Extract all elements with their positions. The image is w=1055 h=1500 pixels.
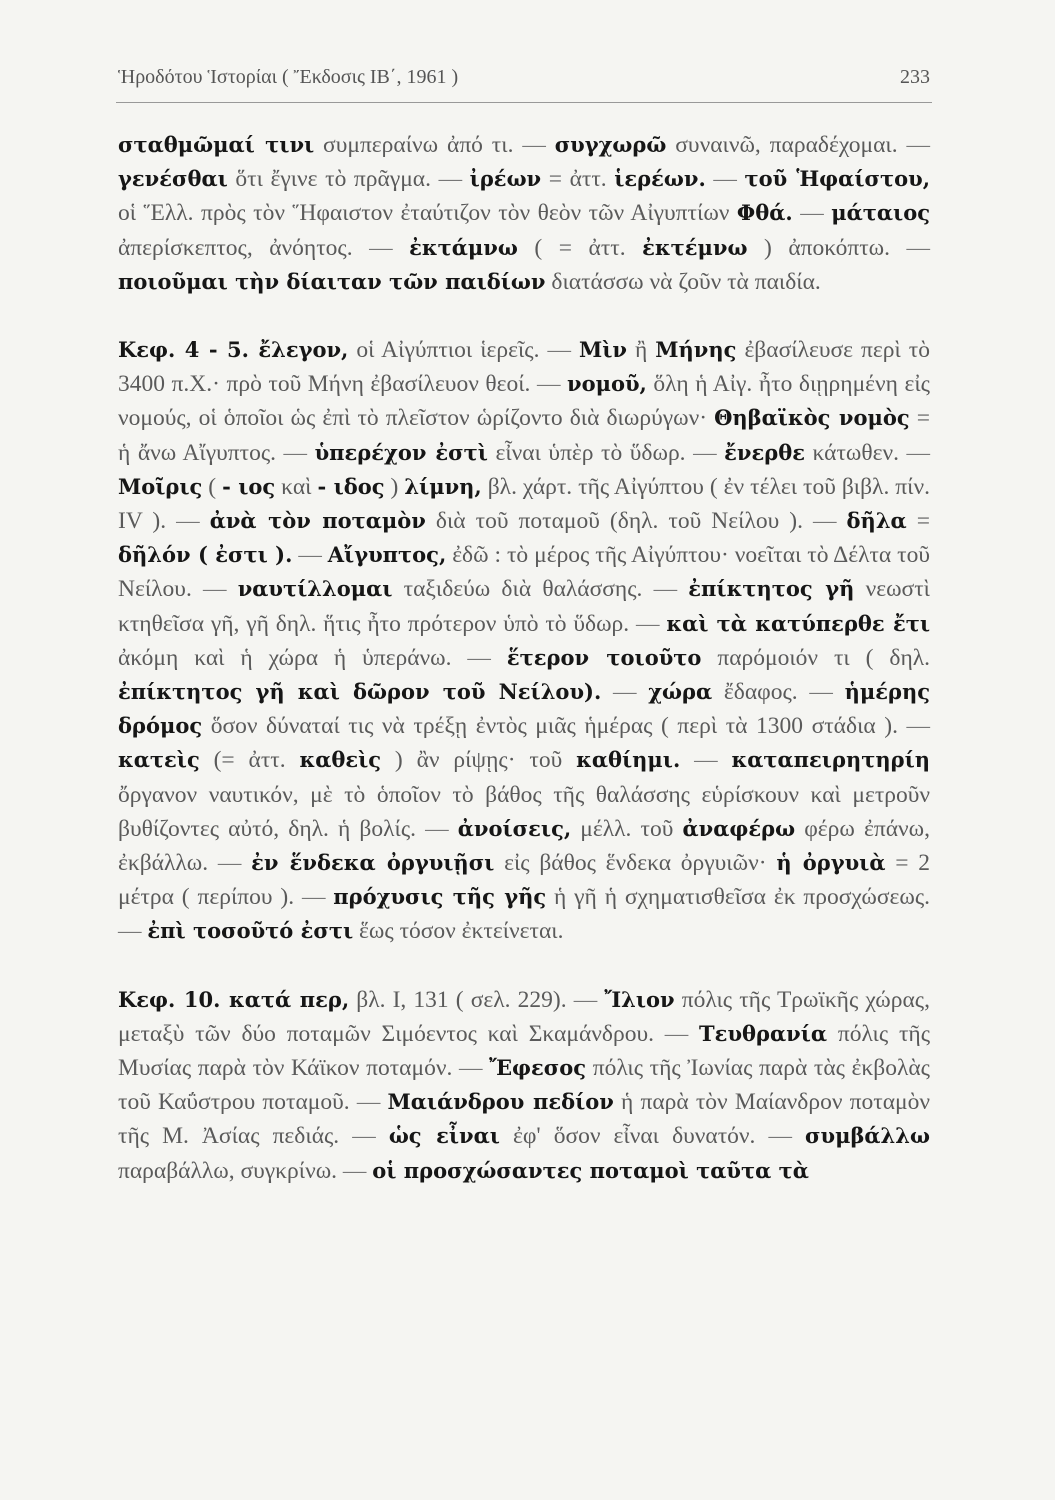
lemma-term: ποιοῦμαι τὴν δίαιταν τῶν παιδίων <box>118 268 546 294</box>
lemma-term: Μαιάνδρου πεδίον <box>387 1089 614 1115</box>
lemma-term: δῆλόν ( ἐστι ). <box>118 542 293 568</box>
entry-separator: — <box>768 1123 806 1150</box>
lemma-term: Ἴλιον <box>604 986 675 1012</box>
gloss-text: = ἀττ. <box>541 166 615 193</box>
entry-separator: — <box>203 576 238 603</box>
lemma-term: ὑπερέχον ἐστὶ <box>314 439 488 465</box>
entry-separator: — <box>467 644 507 671</box>
lemma-term: ἐν ἕνδεκα ὀργυιῇσι <box>251 850 495 876</box>
header-title: Ἡροδότου Ἱστορίαι ( Ἔκδοσις ΙΒ΄, 1961 ) <box>118 66 459 88</box>
entry-separator: — <box>369 234 410 261</box>
lemma-term: Θηβαϊκὸς νομὸς <box>714 405 910 431</box>
lemma-term: Μὶν <box>579 337 627 363</box>
lemma-term: ἰρέων <box>469 166 542 192</box>
gloss-text: καὶ <box>275 473 318 500</box>
gloss-text: ἢ <box>626 337 656 364</box>
lemma-term: ἡμέρης δρόμος <box>118 679 931 739</box>
gloss-text: ( <box>202 473 223 500</box>
gloss-text: ἡ παρὰ τὸν Μαίανδρον ποταμὸν τῆς Μ. Ἀσίας πεδιάς. <box>118 1089 930 1150</box>
lemma-term: καθεὶς <box>299 747 382 773</box>
lemma-term: καταπειρητηρίη <box>731 747 930 773</box>
entry-separator: — <box>217 850 252 877</box>
gloss-text: παραβάλλω, συγκρίνω. <box>118 1157 343 1184</box>
lemma-term: ἀνοίσεις, <box>457 815 572 841</box>
entry-separator: — <box>635 610 667 637</box>
lemma-term: κατεὶς <box>118 747 200 773</box>
gloss-text: κάτωθεν. <box>804 439 907 466</box>
gloss-text: οἱ Αἰγύπτιοι ἱερεῖς. <box>348 337 548 364</box>
gloss-text: ἐβασίλευσε περὶ τὸ 3400 π.Χ.· πρὸ τοῦ Μήνη ἐβασίλευον θεοί. <box>118 337 930 398</box>
entry-separator: — <box>664 1020 700 1047</box>
gloss-text: συμπεραίνω ἀπό τι. <box>314 132 523 158</box>
entry-separator: — <box>283 439 315 466</box>
lemma-term: ἱερέων. <box>614 166 706 192</box>
entry-separator: — <box>547 337 579 364</box>
lemma-term: γενέσθαι <box>118 166 228 192</box>
page-number: 233 <box>900 66 930 88</box>
entry-separator: — <box>352 1123 389 1150</box>
entry-separator: — <box>653 576 689 603</box>
entry-separator: — <box>680 747 732 774</box>
lemma-term: Φθά. <box>736 200 793 226</box>
gloss-text: ἕως τόσον ἐκτείνεται. <box>353 918 564 945</box>
gloss-text: ἀκόμη καὶ ἡ χώρα ἡ ὑπεράνω. <box>118 644 468 671</box>
gloss-text: συναινῶ, παραδέχομαι. <box>666 132 907 158</box>
gloss-text: νεωστὶ κτηθεῖσα γῆ, γῆ δηλ. ἥτις ἦτο πρότερον ὑπὸ τὸ ὕδωρ. <box>118 576 930 637</box>
gloss-text: πόλις τῆς Μυσίας παρὰ τὸν Κάϊκον ποταμόν. <box>118 1020 931 1082</box>
gloss-text: διατάσσω νὰ ζοῦν τὰ παιδία. <box>545 268 821 295</box>
gloss-text: ὄργανον ναυτικόν, μὲ τὸ ὁποῖον τὸ βάθος τῆς θαλάσσης εὑρίσκουν καὶ μετροῦν βυθίζοντες αὐτό, δηλ. ἡ βολίς. <box>118 781 930 842</box>
gloss-text: παρόμοιόν τι ( δηλ. <box>701 644 931 671</box>
lemma-term: σταθμῶμαί τινι <box>118 132 315 157</box>
entry-separator: — <box>693 439 725 466</box>
gloss-text: (= ἀττ. <box>199 747 300 774</box>
gloss-text: ἀπερίσκεπτος, ἀνόητος. <box>118 234 370 261</box>
lemma-term: τοῦ Ἡφαίστου, <box>744 166 931 192</box>
entry-separator: — <box>906 132 930 158</box>
lemma-term: οἱ προσχώσαντες ποταμοὶ ταῦτα τὰ <box>372 1157 809 1183</box>
entry-separator: — <box>906 713 930 740</box>
gloss-text: ἐδῶ : τὸ μέρος τῆς Αἰγύπτου· νοεῖται τὸ Δέλτα τοῦ Νείλου. <box>118 542 931 603</box>
entry-separator: — <box>301 884 334 911</box>
lemma-term: ναυτίλλομαι <box>237 576 393 602</box>
lemma-term: ὡς εἶναι <box>388 1123 500 1149</box>
gloss-text: ) ἀποκόπτω. <box>747 234 907 261</box>
entry-separator: — <box>425 815 458 842</box>
lemma-term: νομοῦ, <box>567 371 647 397</box>
lemma-term: ἐπὶ τοσοῦτό ἐστι <box>147 918 354 944</box>
lemma-term: χώρα <box>648 679 713 705</box>
entry-separator: — <box>813 508 847 535</box>
lemma-term: καὶ τὰ κατύπερθε ἔτι <box>666 610 931 636</box>
entry-separator: — <box>906 234 931 261</box>
lemma-term: Μοῖρις <box>118 473 203 499</box>
gloss-text: μέλλ. τοῦ <box>571 815 683 842</box>
gloss-text: = 2 μέτρα ( περίπου ). <box>118 850 931 911</box>
entry-separator: — <box>792 200 832 227</box>
gloss-text: διὰ τοῦ ποταμοῦ (δηλ. τοῦ Νείλου ). <box>425 508 813 535</box>
entry-separator: — <box>906 439 931 466</box>
lemma-term: καθίημι. <box>576 747 681 773</box>
gloss-text: ) <box>384 473 405 500</box>
lemma-term: ἐπίκτητος γῆ <box>688 576 855 602</box>
entry-separator: — <box>458 1055 490 1082</box>
lemma-term: ἐκτάμνω <box>409 234 518 260</box>
gloss-text: ἔδαφος. <box>712 679 810 706</box>
gloss-text: ὅτι ἔγινε τὸ πρᾶγμα. <box>227 166 439 193</box>
gloss-text: βλ. I, 131 ( σελ. 229). <box>349 986 574 1013</box>
entry-separator: — <box>536 371 568 398</box>
lemma-term: λίμνη, <box>404 473 482 499</box>
lemma-term: - ιδος <box>317 473 385 499</box>
lemma-term: συμβάλλω <box>805 1123 931 1149</box>
gloss-text: βλ. χάρτ. τῆς Αἰγύπτου ( ἐν τέλει τοῦ βιβλ. πίν. IV ). <box>118 473 930 535</box>
lemma-term: - ιος <box>222 473 276 499</box>
gloss-text: πόλις τῆς Τρωϊκῆς χώρας, μεταξὺ τῶν δύο ποταμῶν Σιμόεντος καὶ Σκαμάνδρου. <box>118 986 930 1047</box>
entry-separator: — <box>356 1089 388 1116</box>
lemma-term: ἀναφέρω <box>682 815 796 841</box>
lemma-term: ἕτερον τοιοῦτο <box>506 644 702 670</box>
gloss-text: εἰς βάθος ἕνδεκα ὀργυιῶν· <box>494 850 777 877</box>
gloss-text: ὅσον δύναταί τις νὰ τρέξῃ ἐντὸς μιᾶς ἡμέρας ( περὶ τὰ 1300 στάδια ). <box>202 713 907 740</box>
header-rule <box>116 102 932 103</box>
gloss-text: φέρω ἐπάνω, ἐκβάλλω. <box>118 815 930 877</box>
entry-separator: — <box>601 679 649 706</box>
gloss-text: ( = ἀττ. <box>517 234 643 261</box>
lemma-term: πρόχυσις τῆς γῆς <box>333 884 547 910</box>
commentary-body <box>118 128 930 1188</box>
gloss-text: εἶναι ὑπὲρ τὸ ὕδωρ. <box>487 439 694 466</box>
lemma-term: ἡ ὀργυιὰ <box>776 850 886 876</box>
gloss-text: ὅλη ἡ Αἰγ. ἦτο διῃρημένη εἰς νομούς, οἱ ὁποῖοι ὡς ἐπὶ τὸ πλεῖστον ὡρίζοντο διὰ διωρύγων· <box>118 371 930 432</box>
commentary-paragraph <box>118 333 930 949</box>
gloss-text: = ἡ ἄνω Αἴγυπτος. <box>118 405 930 466</box>
entry-separator: — <box>809 679 845 706</box>
lemma-term: συγχωρῶ <box>554 132 667 157</box>
entry-separator: — <box>522 132 555 158</box>
lemma-term: Κεφ. 4 - 5. ἔλεγον, <box>118 337 349 363</box>
gloss-text: ) ἂν ρίψῃς· τοῦ <box>381 747 577 774</box>
lemma-term: ἐκτέμνω <box>642 234 748 260</box>
entry-separator: — <box>118 918 148 945</box>
entry-separator: — <box>705 166 745 193</box>
commentary-paragraph <box>118 128 930 299</box>
gloss-text: = <box>906 508 931 535</box>
lemma-term: Τευθρανία <box>699 1020 828 1046</box>
running-header <box>118 66 930 89</box>
lemma-term: Κεφ. 10. κατά περ, <box>118 986 350 1012</box>
lemma-term: δῆλα <box>846 508 907 534</box>
commentary-paragraph <box>118 983 930 1188</box>
gloss-text: ἡ γῆ ἡ σχηματισθεῖσα ἐκ προσχώσεως. <box>546 884 930 911</box>
lemma-term: Μήνης <box>655 337 737 363</box>
gloss-text: ταξιδεύω διὰ θαλάσσης. <box>392 576 654 603</box>
entry-separator: — <box>573 986 605 1013</box>
gloss-text: οἱ Ἕλλ. πρὸς τὸν Ἥφαιστον ἐταύτιζον τὸν θεὸν τῶν Αἰγυπτίων <box>118 200 737 227</box>
entry-separator: — <box>292 542 328 569</box>
entry-separator: — <box>342 1157 373 1184</box>
lemma-term: ἔνερθε <box>724 439 805 465</box>
entry-separator: — <box>176 508 210 535</box>
lemma-term: Ἔφεσος <box>489 1055 587 1081</box>
lemma-term: ἐπίκτητος γῆ καὶ δῶρον τοῦ Νείλου). <box>118 679 602 705</box>
lemma-term: ἀνὰ τὸν ποταμὸν <box>209 508 426 534</box>
gloss-text: πόλις τῆς Ἰωνίας παρὰ τὰς ἐκβολὰς τοῦ Καΰστρου ποταμοῦ. <box>118 1055 930 1116</box>
lemma-term: Αἴγυπτος, <box>327 542 447 568</box>
lemma-term: μάταιος <box>831 200 930 226</box>
gloss-text: ἐφ' ὅσον εἶναι δυνατόν. <box>499 1123 769 1150</box>
entry-separator: — <box>438 166 470 193</box>
